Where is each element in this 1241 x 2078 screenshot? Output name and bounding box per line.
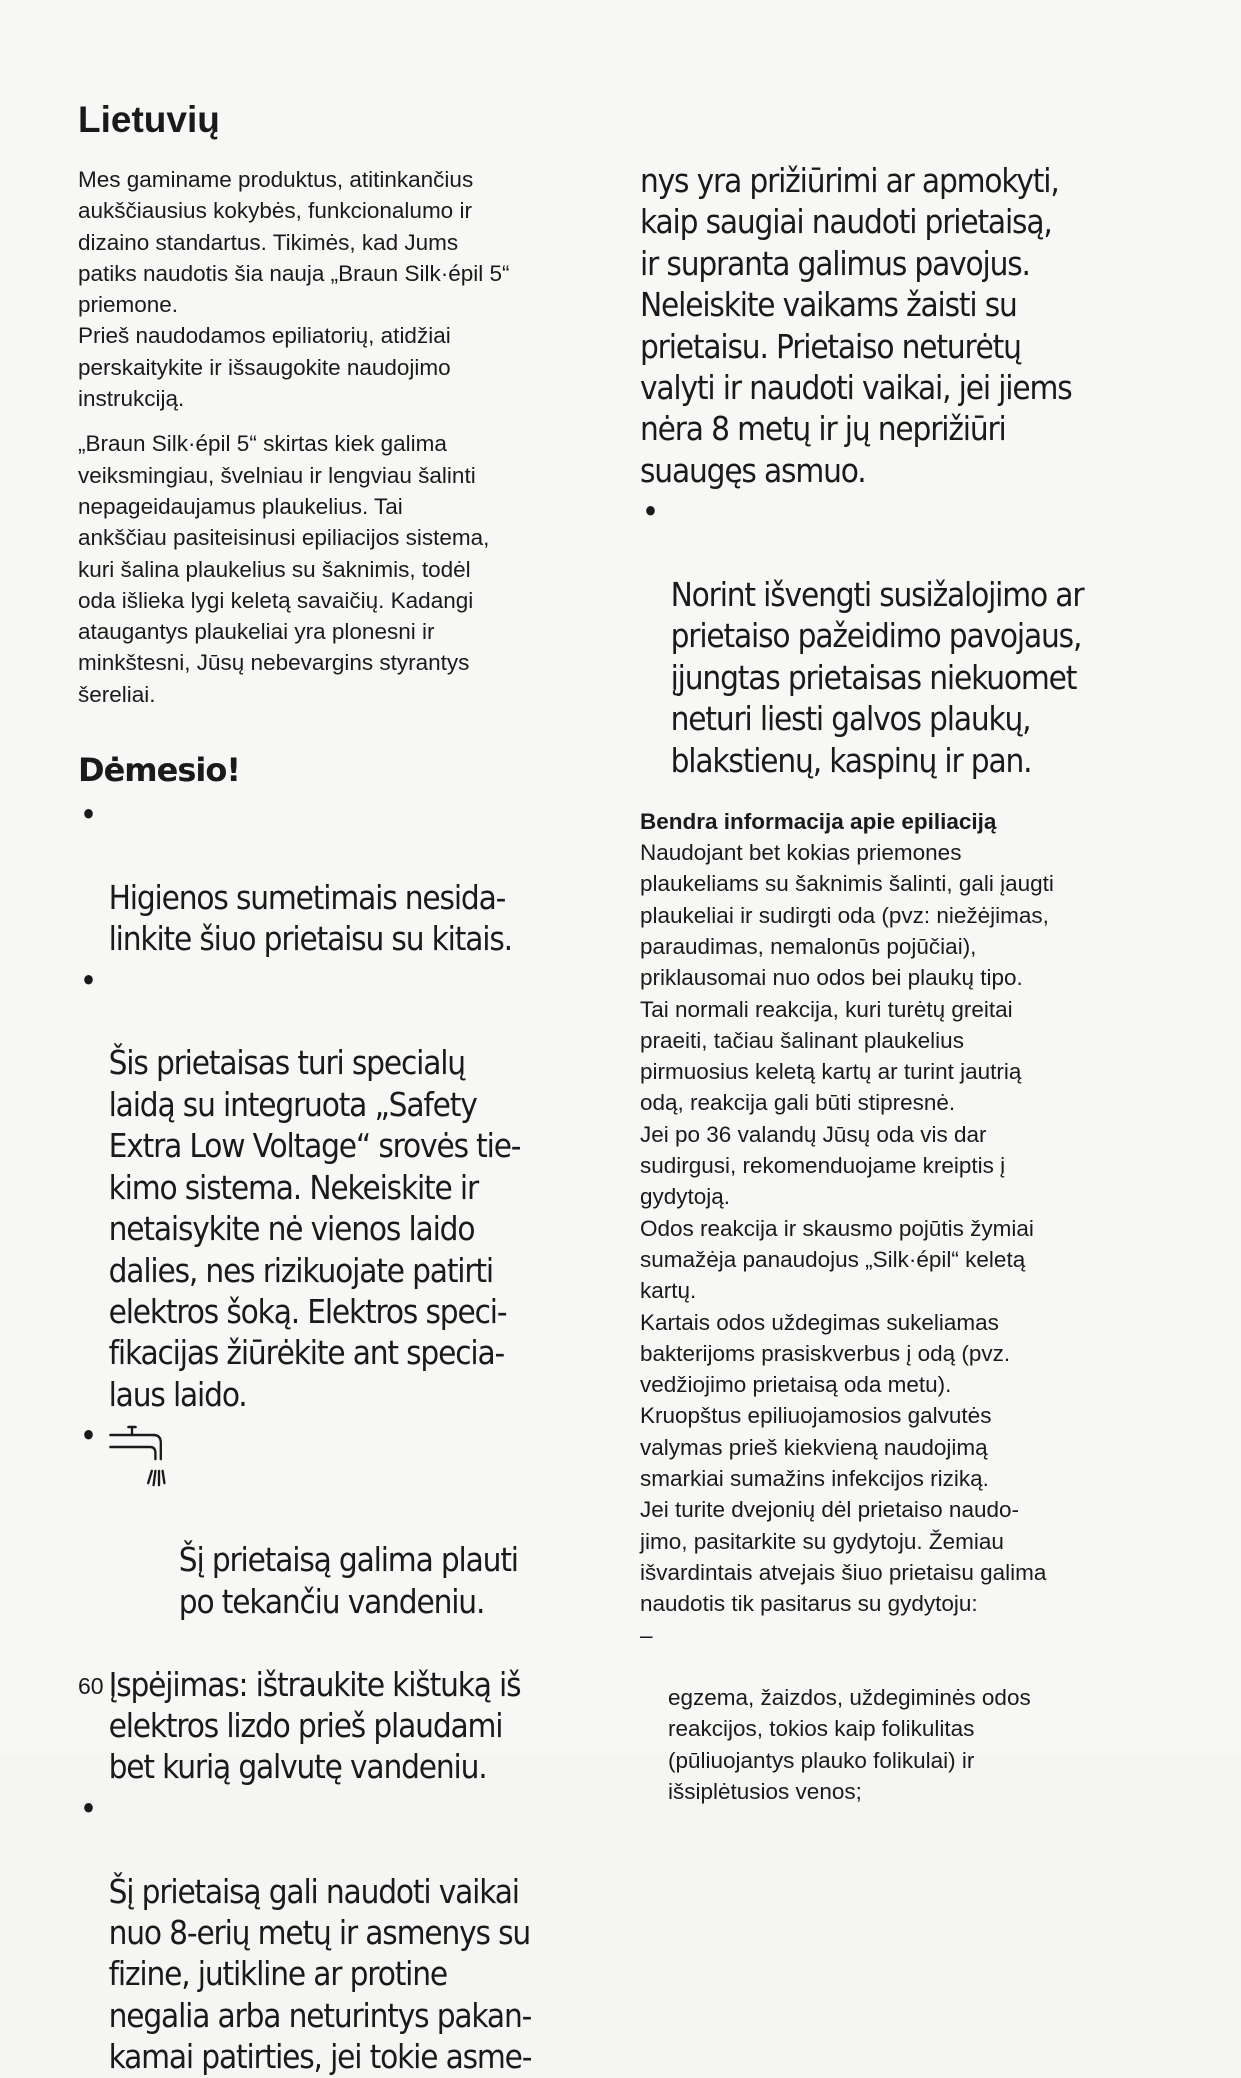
- warning-bullet-4: [78, 1788, 618, 2078]
- intro-paragraph-2: „Braun Silk·épil 5“ skirtas kiek galima veiksmingiau, švelniau ir lengviau šalinti nepageidaujamus plaukelius. Tai ankščiau pasiteisinusi epiliacijos sistema, kuri šalina plaukelius su šaknimis, todėl oda išlieka lygi keletą savaičių. Kadangi ataugantys plaukeliai yra plonesni ir minkštesni, Jūsų nebevargins styrantys šereliai.: [78, 431, 490, 707]
- warning-bullet-3-caution: Įspėjimas: ištraukite kištuką iš elektros lizdo prieš plaudami bet kurią galvutę vandeniu.: [108, 1664, 521, 1787]
- warning-list-continued: [640, 160, 1180, 781]
- right-column: [640, 160, 1180, 1807]
- warning-bullet-1: [78, 794, 618, 960]
- warning-bullet-3-text: Šį prietaisą galima plauti po tekančiu vandeniu.: [178, 1540, 518, 1621]
- warning-bullet-2-text: Šis prietaisas turi specialų laidą su integruota „Safety Extra Low Voltage“ srovės tie- kimo sistema. Nekeiskite ir netaisykite nė vienos laido dalies, nes rizikuojate patirti elektros šoką. Elektros speci- fikacijas žiūrėkite ant specia- laus laido.: [108, 1043, 521, 1414]
- bullet-icon: •: [79, 1416, 97, 1456]
- left-column: [78, 98, 608, 2078]
- warning-bullet-4-continued: nys yra prižiūrimi ar apmokyti, kaip saugiai naudoti prietaisą, ir supranta galimus pavojus. Neleiskite vaikams žaisti su prietaisu. Prietaiso neturėtų valyti ir naudoti vaikai, jei jiems nėra 8 metų ir jų neprižiūri suaugęs asmuo.: [640, 161, 1072, 490]
- dash-icon: –: [640, 1622, 653, 1648]
- bullet-icon: •: [79, 960, 97, 1000]
- warning-list: [78, 794, 618, 2078]
- section-body-epilation-info: Naudojant bet kokias priemones plaukeliams su šaknimis šalinti, gali įaugti plaukeliai ir sudirgti oda (pvz: niežėjimas, paraudimas, nemalonūs pojūčiai), priklausomai nuo odos bei plaukų tipo. Tai normali reakcija, kuri turėtų greitai praeiti, tačiau šalinant plaukelius pirmuosius keletą kartų ar turint jautrią odą, reakcija gali būti stipresnė. Jei po 36 valandų Jūsų oda vis dar sudirgusi, rekomenduojame kreiptis į gydytoją. Odos reakcija ir skausmo pojūtis žymiai sumažėja panaudojus „Silk·épil“ keletą kartų. Kartais odos uždegimas sukeliamas bakterijoms prasiskverbus į odą (pvz. vedžiojimo prietaisą oda metu). Kruopštus epiliuojamosios galvutės valymas prieš kiekvieną naudojimą smarkiai sumažins infekcijos riziką. Jei turite dvejonių dėl prietaiso naudo- jimo, pasitarkite su gydytoju. Žemiau išvardintais atvejais šiuo prietaisu galima naudotis tik pasitarus su gydytoju:: [640, 840, 1054, 1617]
- intro-paragraph-1: Mes gaminame produktus, atitinkančius aukščiausius kokybės, funkcionalumo ir dizaino standartus. Tikimės, kad Jums patiks naudotis šia nauja „Braun Silk·épil 5“ priemone. Prieš naudodamos epiliatorių, atidžiai perskaitykite ir išsaugokite naudojimo instrukciją.: [78, 167, 510, 412]
- warning-heading: Dėmesio!: [78, 751, 240, 790]
- warning-bullet-3: [78, 1415, 618, 1663]
- page-title: Lietuvių: [78, 99, 220, 140]
- warning-bullet-5: [640, 491, 1180, 781]
- washable-under-tap-icon: [109, 1419, 174, 1499]
- warning-bullet-4-text: Šį prietaisą gali naudoti vaikai nuo 8-erių metų ir asmenys su fizine, jutikline ar protine negalia arba neturintys pakan- kamai patirties, jei tokie asme-: [108, 1871, 532, 2077]
- list-item-text: egzema, žaizdos, uždegiminės odos reakcijos, tokios kaip folikulitas (pūliuojantys plauko folikulai) ir išsiplėtusios venos;: [668, 1685, 1031, 1804]
- warning-bullet-2: [78, 960, 618, 1415]
- page-number: 60: [78, 1673, 104, 1699]
- section-heading-epilation-info: Bendra informacija apie epiliaciją: [640, 809, 997, 835]
- bullet-icon: •: [79, 795, 97, 835]
- bullet-icon: •: [641, 492, 659, 532]
- warning-bullet-1-text: Higienos sumetimais nesida- linkite šiuo prietaisu su kitais.: [108, 877, 512, 959]
- bullet-icon: •: [79, 1788, 97, 1828]
- list-item: [640, 1620, 1180, 1808]
- warning-bullet-5-text: Norint išvengti susižalojimo ar prietaiso pažeidimo pavojaus, įjungtas prietaisas niekuomet neturi liesti galvos plaukų, blakstienų, kaspinų ir pan.: [670, 575, 1084, 780]
